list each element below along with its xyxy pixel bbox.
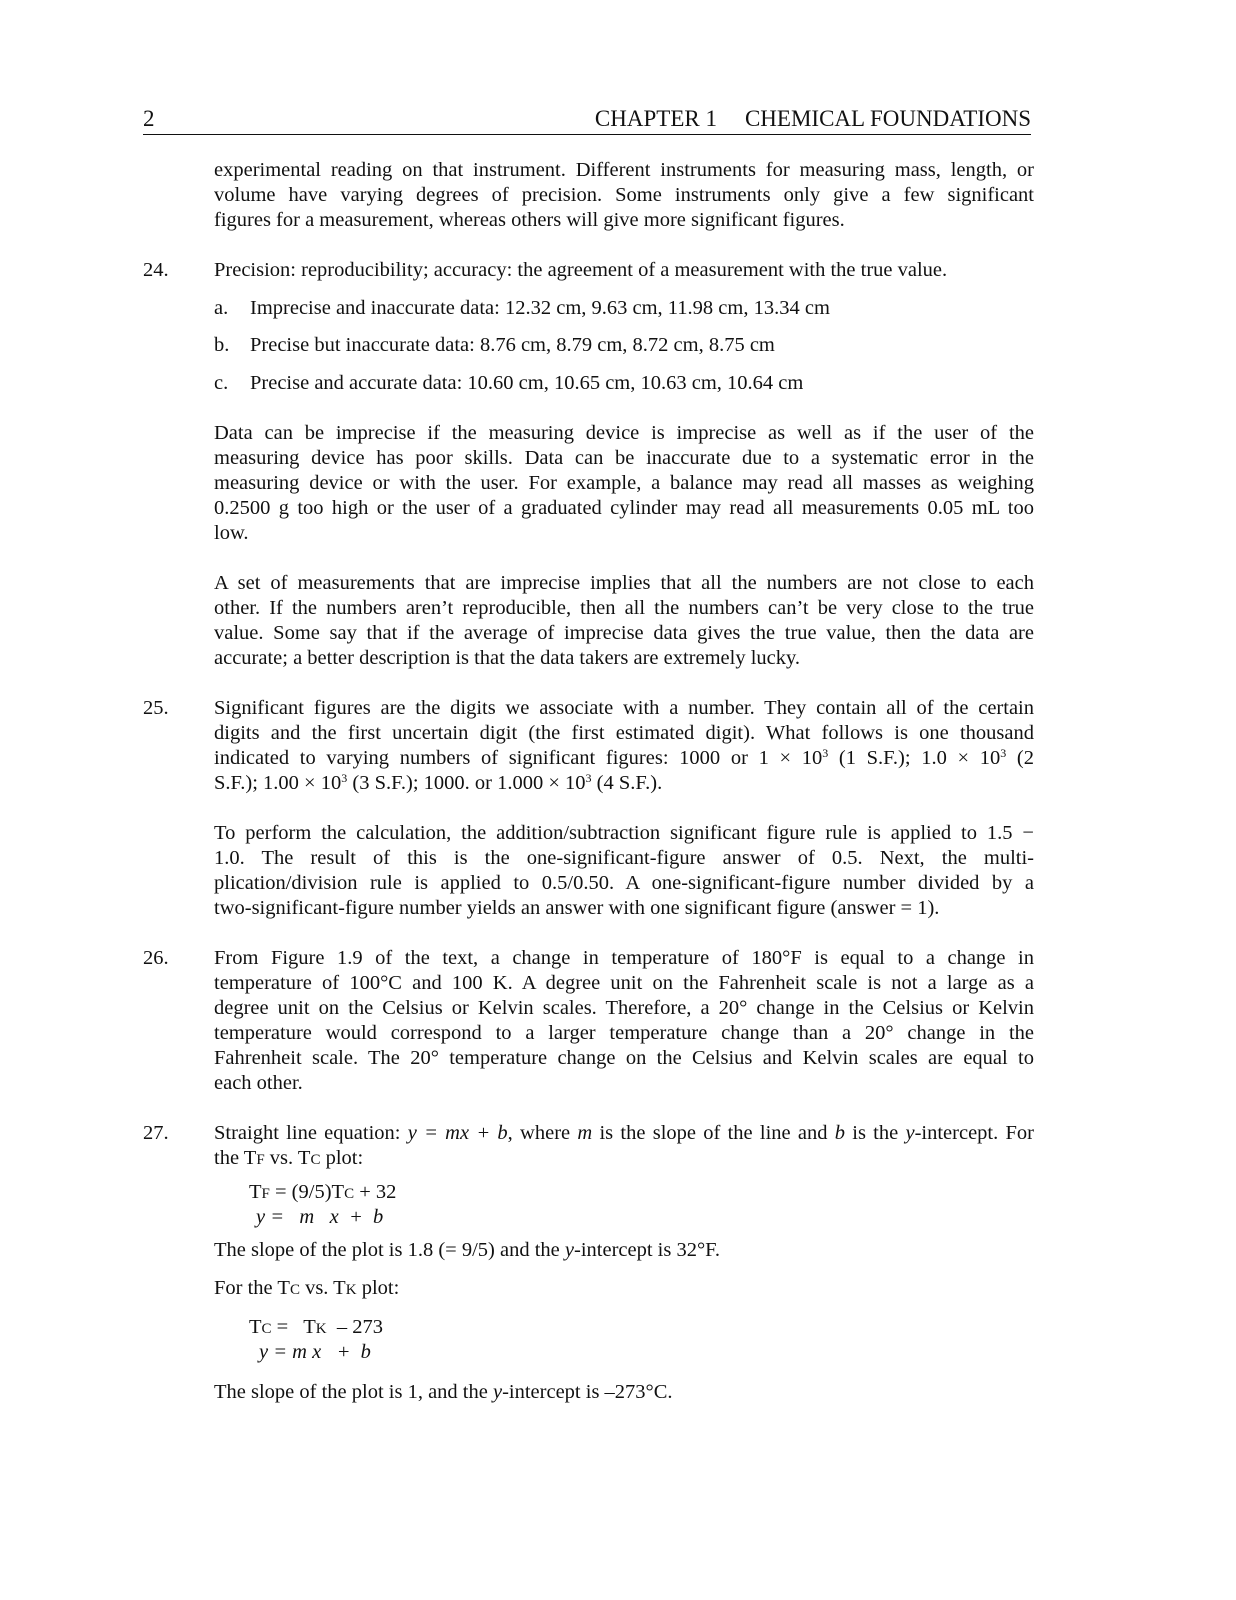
- text-run: = (9/5)T: [269, 1181, 345, 1203]
- chapter-heading: [595, 106, 1031, 132]
- chapter-label: CHAPTER 1: [594, 106, 717, 131]
- variable: b: [834, 1122, 845, 1144]
- item-text: Precise but inaccurate data: 8.76 cm, 8.79 cm, 8.72 cm, 8.75 cm: [250, 334, 775, 356]
- text-line: Data can be imprecise if the measuring device is imprecise as well as if the user of the: [214, 422, 1034, 444]
- text-line: temperature of 100°C and 100 K. A degree unit on the Fahrenheit scale is not a large as a: [214, 972, 1034, 994]
- subscript: F: [261, 1186, 270, 1202]
- exponent: 3: [585, 771, 592, 785]
- text-run: + 32: [354, 1181, 397, 1203]
- variable: y: [492, 1381, 503, 1403]
- text-line: To perform the calculation, the addition/subtraction significant figure rule is applied to 1.5 −: [214, 822, 1034, 844]
- text-line: From Figure 1.9 of the text, a change in temperature of 180°F is equal to a change in: [214, 947, 1034, 969]
- text-run: -intercept. For: [914, 1122, 1034, 1144]
- text-line: figures for a measurement, whereas others will give more significant figures.: [214, 209, 845, 231]
- subscript: C: [310, 1152, 321, 1168]
- text-run: is the: [844, 1122, 906, 1144]
- text-run: -intercept is –273°C.: [502, 1381, 673, 1403]
- text-line: experimental reading on that instrument. Different instruments for measuring mass, length, or: [214, 159, 1034, 181]
- item-label: a.: [214, 297, 229, 319]
- variable-row: y = m x + b: [259, 1341, 371, 1363]
- text-line: digits and the first uncertain digit (the first estimated digit). What follows is one thousand: [214, 722, 1034, 744]
- question-number-26: 26.: [143, 947, 169, 969]
- text-run: = T: [271, 1316, 316, 1338]
- q24-item-a: [214, 296, 830, 321]
- item-text: Precise and accurate data: 10.60 cm, 10.65 cm, 10.63 cm, 10.64 cm: [250, 372, 804, 394]
- text-run: The slope of the plot is 1.8 (= 9/5) and the: [214, 1239, 565, 1261]
- running-header: [143, 106, 1031, 135]
- text-run: plot:: [320, 1147, 364, 1169]
- text-run: -intercept is 32°F.: [574, 1239, 721, 1261]
- text-line: A set of measurements that are imprecise implies that all the numbers are not close to each: [214, 572, 1034, 594]
- text-line: [214, 746, 1034, 771]
- q27-second-plot-intro: [214, 1276, 399, 1303]
- q24-paragraph-1: [214, 421, 1034, 546]
- text-line: degree unit on the Celsius or Kelvin scales. Therefore, a 20° change in the Celsius or Kelvin: [214, 997, 1034, 1019]
- equation-tc: [249, 1315, 383, 1342]
- q26-paragraph: [214, 946, 1034, 1096]
- exponent: 3: [822, 746, 829, 760]
- text-run: – 273: [326, 1316, 383, 1338]
- subscript: C: [344, 1186, 355, 1202]
- q27-intro: [214, 1121, 1034, 1173]
- text-run: vs. T: [299, 1277, 346, 1299]
- equation-inline: y = mx + b: [407, 1122, 508, 1144]
- item-label: b.: [214, 334, 230, 356]
- equation-tf: [249, 1180, 396, 1207]
- text-line: volume have varying degrees of precision. Some instruments only give a few significant: [214, 184, 1034, 206]
- text-line: low.: [214, 522, 249, 544]
- text-run: indicated to varying numbers of significant figures: 1000 or 1 × 10: [214, 747, 823, 769]
- equation-tc-variables: [259, 1340, 371, 1365]
- text-run: the T: [214, 1147, 257, 1169]
- text-run: The slope of the plot is 1, and the: [214, 1381, 493, 1403]
- intro-paragraph: [214, 158, 1034, 233]
- question-number-27: 27.: [143, 1122, 169, 1144]
- text-line: Fahrenheit scale. The 20° temperature change on the Celsius and Kelvin scales are equal to: [214, 1047, 1034, 1069]
- equation-tf-variables: [256, 1205, 383, 1230]
- q24-lead: Precision: reproducibility; accuracy: the agreement of a measurement with the true value.: [214, 259, 948, 281]
- exponent: 3: [341, 771, 348, 785]
- text-run: , where: [507, 1122, 578, 1144]
- text-line: [214, 1121, 1034, 1146]
- q24-item-b: [214, 333, 775, 358]
- text-run: plot:: [356, 1277, 400, 1299]
- exponent: 3: [1000, 746, 1007, 760]
- text-run: is the slope of the line and: [592, 1122, 835, 1144]
- text-line: plication/division rule is applied to 0.5/0.50. A one-significant-figure number divided by a: [214, 872, 1034, 894]
- text-line: [214, 1146, 1034, 1173]
- text-line: value. Some say that if the average of imprecise data gives the true value, then the data are: [214, 622, 1034, 644]
- variable: m: [577, 1122, 593, 1144]
- text-run: vs. T: [264, 1147, 311, 1169]
- page-number: 2: [143, 106, 155, 131]
- text-run: T: [249, 1316, 262, 1338]
- item-label: c.: [214, 372, 229, 394]
- text-line: 0.2500 g too high or the user of a graduated cylinder may read all measurements 0.05 mL too: [214, 497, 1034, 519]
- text-line: measuring device has poor skills. Data can be inaccurate due to a systematic error in the: [214, 447, 1034, 469]
- subscript: F: [256, 1152, 265, 1168]
- text-run: (4 S.F.).: [591, 772, 663, 794]
- text-line: measuring device or with the user. For example, a balance may read all masses as weighing: [214, 472, 1034, 494]
- q24-paragraph-2: [214, 571, 1034, 671]
- subscript: K: [315, 1321, 327, 1337]
- text-line: accurate; a better description is that the data takers are extremely lucky.: [214, 647, 801, 669]
- text-line: two-significant-figure number yields an answer with one significant figure (answer = 1).: [214, 897, 940, 919]
- text-run: Straight line equation:: [214, 1122, 408, 1144]
- variable-row: y = m x + b: [256, 1206, 384, 1228]
- text-line: temperature would correspond to a larger temperature change than a 20° change in the: [214, 1022, 1034, 1044]
- text-run: (2: [1006, 747, 1035, 769]
- q24-item-c: [214, 371, 803, 396]
- question-number-24: 24.: [143, 259, 169, 281]
- chapter-title: CHEMICAL FOUNDATIONS: [744, 106, 1031, 131]
- subscript: C: [289, 1282, 300, 1298]
- item-text: Imprecise and inaccurate data: 12.32 cm, 9.63 cm, 11.98 cm, 13.34 cm: [250, 297, 830, 319]
- text-run: (1 S.F.); 1.0 × 10: [828, 747, 1001, 769]
- text-run: T: [249, 1181, 262, 1203]
- slope-statement-2: [214, 1380, 673, 1405]
- text-line: 1.0. The result of this is the one-significant-figure answer of 0.5. Next, the multi-: [214, 847, 1034, 869]
- text-line: [214, 771, 1034, 796]
- variable: y: [564, 1239, 574, 1261]
- question-number-25: 25.: [143, 697, 169, 719]
- text-run: For the T: [214, 1277, 290, 1299]
- q25-paragraph-2: [214, 821, 1034, 921]
- q25-paragraph-1: [214, 696, 1034, 796]
- text-line: Significant figures are the digits we associate with a number. They contain all of the certain: [214, 697, 1034, 719]
- subscript: C: [261, 1321, 272, 1337]
- text-run: S.F.); 1.00 × 10: [214, 772, 342, 794]
- subscript: K: [345, 1282, 357, 1298]
- text-line: other. If the numbers aren’t reproducible, then all the numbers can’t be very close to the true: [214, 597, 1034, 619]
- variable: y: [905, 1122, 915, 1144]
- slope-statement-1: [214, 1238, 720, 1263]
- text-line: each other.: [214, 1072, 303, 1094]
- text-run: (3 S.F.); 1000. or 1.000 × 10: [347, 772, 586, 794]
